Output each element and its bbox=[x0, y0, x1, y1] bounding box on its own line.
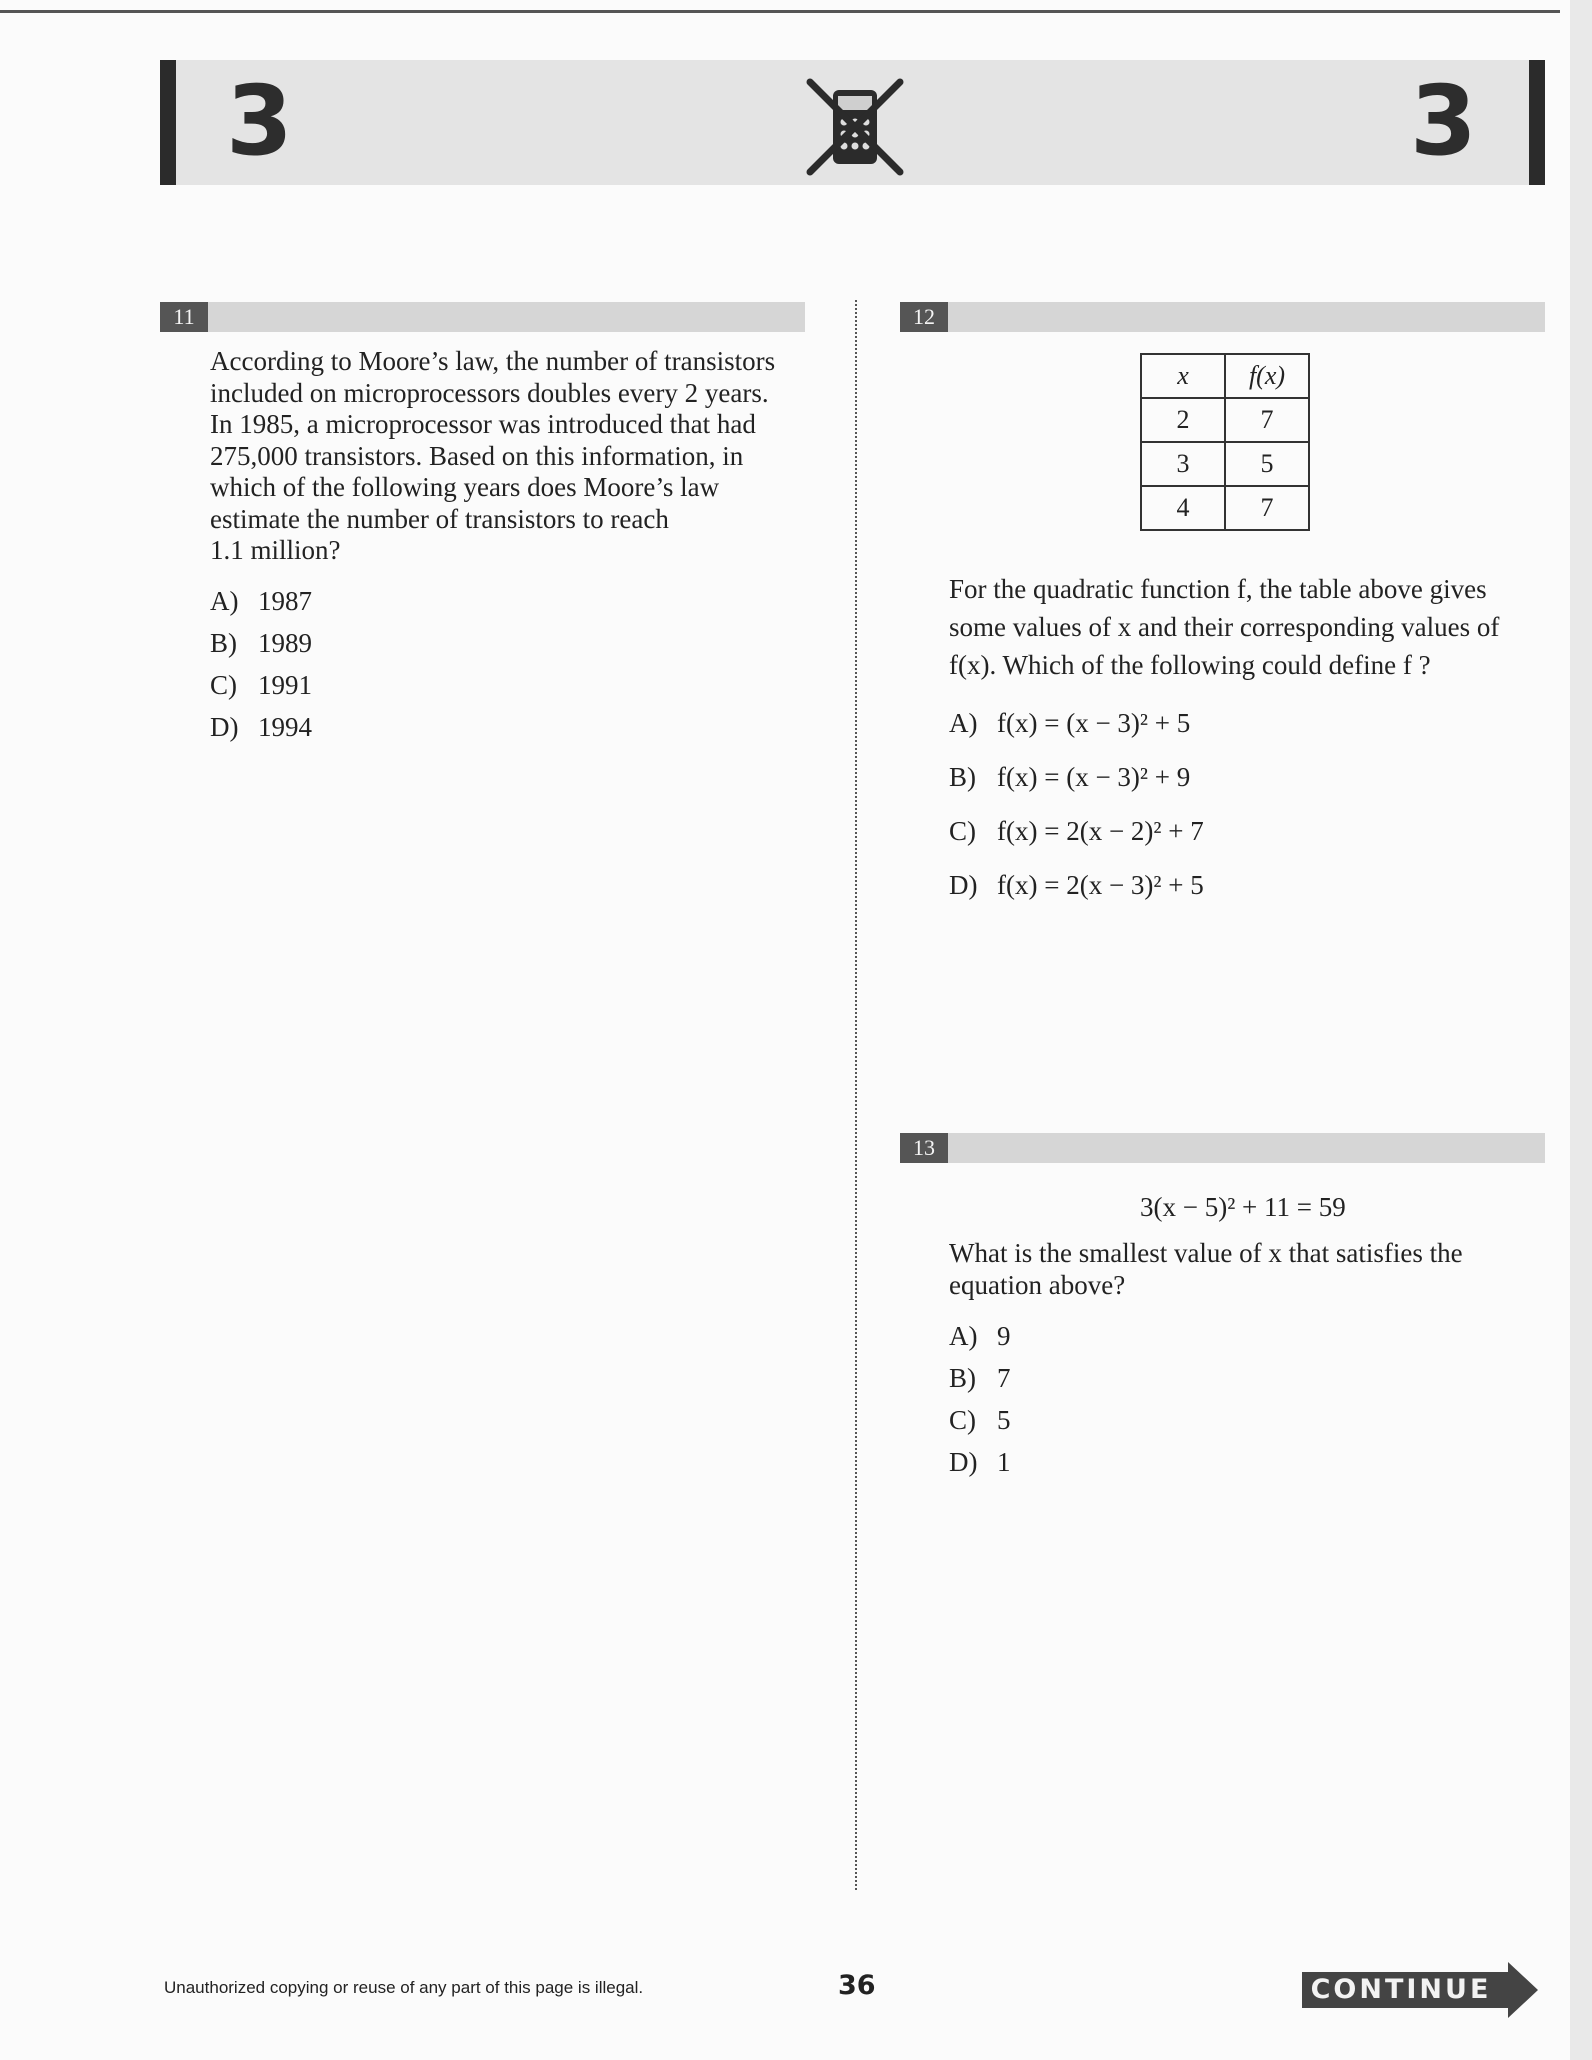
choice-letter: A) bbox=[210, 586, 239, 616]
table-row bbox=[1141, 442, 1309, 486]
section-number-left: 3 bbox=[226, 65, 293, 177]
choice-text: 5 bbox=[997, 1405, 1011, 1435]
table-header-x: x bbox=[1141, 354, 1225, 398]
answer-choice-a[interactable] bbox=[949, 1315, 1011, 1357]
question-header-11 bbox=[160, 302, 805, 332]
text-line: 1.1 million? bbox=[210, 535, 341, 565]
text-line: equation above? bbox=[949, 1269, 1126, 1300]
choice-text: 1987 bbox=[258, 586, 312, 616]
page-number: 36 bbox=[838, 1970, 876, 2001]
question-11-text bbox=[210, 346, 775, 567]
continue-button[interactable]: CONTINUE bbox=[1310, 1974, 1492, 2005]
answer-choice-b[interactable] bbox=[210, 622, 312, 664]
choice-text: f(x) = (x − 3)² + 9 bbox=[997, 762, 1191, 792]
answer-choice-d[interactable] bbox=[949, 1441, 1011, 1483]
text-line: included on microprocessors doubles every 2 years. bbox=[210, 377, 769, 408]
text-line: some values of x and their corresponding values of bbox=[949, 612, 1500, 642]
question-number: 13 bbox=[900, 1133, 948, 1163]
choice-text: f(x) = (x − 3)² + 5 bbox=[997, 708, 1191, 738]
question-header-12 bbox=[900, 302, 1545, 332]
choice-letter: D) bbox=[949, 1447, 978, 1477]
function-table bbox=[1140, 353, 1310, 531]
answer-choice-b[interactable] bbox=[949, 750, 1204, 804]
section-bar-right bbox=[1529, 60, 1545, 185]
section-bar-left bbox=[160, 60, 176, 185]
table-row bbox=[1141, 486, 1309, 530]
table-cell: 4 bbox=[1141, 486, 1225, 530]
choice-text: 1 bbox=[997, 1447, 1011, 1477]
text-line: 275,000 transistors. Based on this information, in bbox=[210, 440, 744, 471]
table-cell: 2 bbox=[1141, 398, 1225, 442]
choice-text: 1991 bbox=[258, 670, 312, 700]
text-line: which of the following years does Moore’s law bbox=[210, 472, 720, 502]
table-cell: 7 bbox=[1225, 486, 1309, 530]
question-12-choices bbox=[949, 696, 1204, 912]
text-line: f(x). Which of the following could define f ? bbox=[949, 650, 1431, 680]
choice-letter: C) bbox=[949, 816, 976, 846]
table-header-row bbox=[1141, 354, 1309, 398]
answer-choice-c[interactable] bbox=[210, 664, 312, 706]
choice-text: 9 bbox=[997, 1321, 1011, 1351]
copyright-notice: Unauthorized copying or reuse of any part of this page is illegal. bbox=[164, 1978, 644, 1997]
section-number-right: 3 bbox=[1410, 65, 1477, 177]
top-rule bbox=[0, 10, 1560, 13]
table-cell: 3 bbox=[1141, 442, 1225, 486]
answer-choice-d[interactable] bbox=[949, 858, 1204, 912]
text-line: In 1985, a microprocessor was introduced that had bbox=[210, 409, 756, 439]
question-number: 12 bbox=[900, 302, 948, 332]
choice-letter: B) bbox=[210, 628, 237, 658]
answer-choice-d[interactable] bbox=[210, 706, 312, 748]
choice-letter: C) bbox=[210, 670, 237, 700]
column-divider bbox=[855, 300, 857, 1890]
choice-text: f(x) = 2(x − 2)² + 7 bbox=[997, 816, 1204, 846]
text-line: For the quadratic function f, the table above gives bbox=[949, 574, 1487, 604]
choice-letter: B) bbox=[949, 762, 976, 792]
table-header-fx: f(x) bbox=[1225, 354, 1309, 398]
choice-text: f(x) = 2(x − 3)² + 5 bbox=[997, 870, 1204, 900]
choice-letter: D) bbox=[949, 870, 978, 900]
answer-choice-a[interactable] bbox=[210, 580, 312, 622]
choice-letter: B) bbox=[949, 1363, 976, 1393]
question-number: 11 bbox=[160, 302, 208, 332]
answer-choice-c[interactable] bbox=[949, 1399, 1011, 1441]
answer-choice-b[interactable] bbox=[949, 1357, 1011, 1399]
table-cell: 7 bbox=[1225, 398, 1309, 442]
question-12-text bbox=[949, 570, 1499, 684]
question-header-13 bbox=[900, 1133, 1545, 1163]
choice-text: 7 bbox=[997, 1363, 1011, 1393]
table-row bbox=[1141, 398, 1309, 442]
text-line: According to Moore’s law, the number of transistors bbox=[210, 346, 776, 376]
question-11-choices bbox=[210, 580, 312, 748]
choice-letter: C) bbox=[949, 1405, 976, 1435]
equation: 3(x − 5)² + 11 = 59 bbox=[1140, 1192, 1346, 1222]
question-13-text bbox=[949, 1238, 1463, 1301]
answer-choice-a[interactable] bbox=[949, 696, 1204, 750]
choice-text: 1994 bbox=[258, 712, 312, 742]
choice-letter: A) bbox=[949, 708, 978, 738]
text-line: estimate the number of transistors to reach bbox=[210, 503, 669, 534]
choice-text: 1989 bbox=[258, 628, 312, 658]
no-calculator-icon bbox=[800, 72, 910, 182]
page-edge-shadow bbox=[1570, 0, 1592, 2060]
answer-choice-c[interactable] bbox=[949, 804, 1204, 858]
table-cell: 5 bbox=[1225, 442, 1309, 486]
text-line: What is the smallest value of x that satisfies the bbox=[949, 1238, 1463, 1268]
question-13-choices bbox=[949, 1315, 1011, 1483]
choice-letter: A) bbox=[949, 1321, 978, 1351]
choice-letter: D) bbox=[210, 712, 239, 742]
